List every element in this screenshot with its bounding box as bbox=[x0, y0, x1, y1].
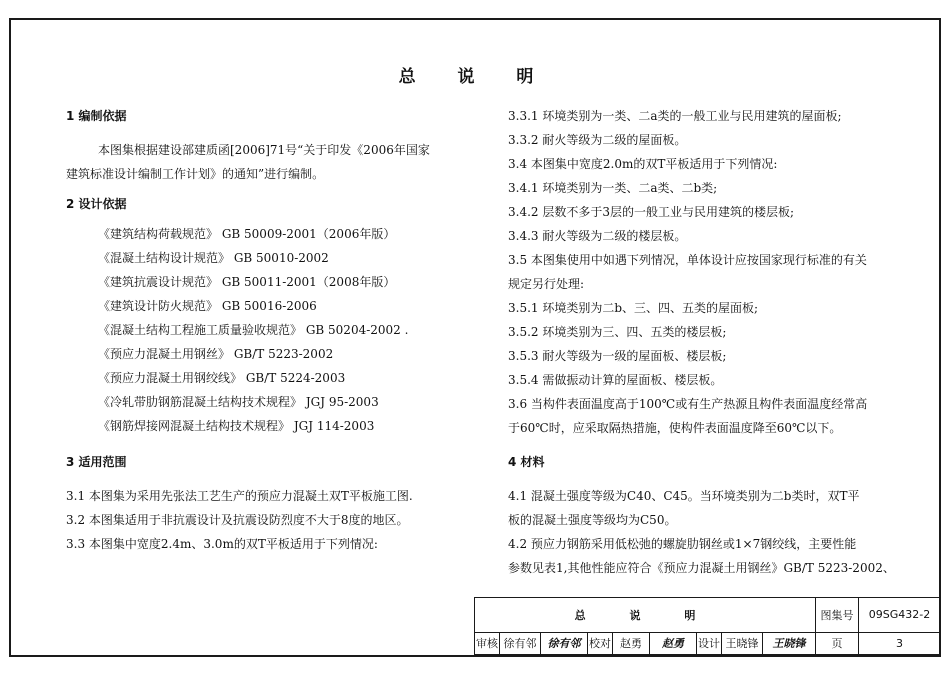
page-title: 总 说 明 bbox=[398, 67, 552, 87]
check-name: 赵勇 bbox=[613, 632, 650, 654]
section-1-text: 建筑标准设计编制工作计划》的通知”进行编制。 bbox=[66, 167, 325, 181]
section-3-item: 3.2 本图集适用于非抗震设计及抗震设防烈度不大于8度的地区。 bbox=[66, 513, 409, 527]
section-1-heading: 1 编制依据 bbox=[66, 109, 127, 123]
review-name: 徐有邻 bbox=[500, 632, 541, 654]
right-column bbox=[508, 104, 895, 580]
clause-line: 3.5.3 耐火等级为一级的屋面板、楼层板; bbox=[508, 349, 727, 363]
reference-item: 《冷轧带肋钢筋混凝土结构技术规程》 JGJ 95-2003 bbox=[98, 395, 379, 409]
clause-line: 3.6 当构件表面温度高于100℃或有生产热源且构件表面温度经常高 bbox=[508, 397, 868, 411]
review-signature: 徐有邻 bbox=[541, 632, 588, 654]
clause-line: 于60℃时，应采取隔热措施，使构件表面温度降至60℃以下。 bbox=[508, 421, 842, 435]
material-line: 板的混凝土强度等级均为C50。 bbox=[508, 513, 677, 527]
section-1-text: 本图集根据建设部建质函[2006]71号“关于印发《2006年国家 bbox=[98, 143, 430, 157]
material-line: 参数见表1,其他性能应符合《预应力混凝土用钢丝》GB/T 5223-2002、 bbox=[508, 561, 895, 575]
page-number: 3 bbox=[859, 632, 941, 654]
reference-item: 《预应力混凝土用钢绞线》 GB/T 5224-2003 bbox=[98, 371, 346, 385]
clause-line: 3.5.1 环境类别为二b、三、四、五类的屋面板; bbox=[508, 301, 759, 315]
title-block bbox=[474, 597, 941, 655]
design-signature: 王晓锋 bbox=[763, 632, 816, 654]
title-block-title: 总 说 明 bbox=[475, 598, 816, 633]
clause-line: 3.5.2 环境类别为三、四、五类的楼层板; bbox=[508, 325, 727, 339]
page-label: 页 bbox=[816, 632, 859, 654]
reference-item: 《混凝土结构设计规范》 GB 50010-2002 bbox=[98, 251, 329, 265]
clause-line: 3.5.4 需做振动计算的屋面板、楼层板。 bbox=[508, 373, 723, 387]
section-3-item: 3.3 本图集中宽度2.4m、3.0m的双T平板适用于下列情况: bbox=[66, 537, 378, 551]
design-label: 设计 bbox=[697, 632, 722, 654]
material-line: 4.2 预应力钢筋采用低松弛的螺旋肋钢丝或1×7钢绞线，主要性能 bbox=[508, 537, 857, 551]
section-3-heading: 3 适用范围 bbox=[66, 455, 127, 469]
clause-line: 3.4.1 环境类别为一类、二a类、二b类; bbox=[508, 181, 718, 195]
clause-line: 3.4.2 层数不多于3层的一般工业与民用建筑的楼层板; bbox=[508, 205, 795, 219]
clause-line: 3.4 本图集中宽度2.0m的双T平板适用于下列情况: bbox=[508, 157, 778, 171]
design-name: 王晓锋 bbox=[722, 632, 763, 654]
reference-item: 《钢筋焊接网混凝土结构技术规程》 JGJ 114-2003 bbox=[98, 419, 375, 433]
check-label: 校对 bbox=[588, 632, 613, 654]
section-4-heading: 4 材料 bbox=[508, 455, 545, 469]
left-column bbox=[66, 104, 466, 556]
section-2-heading: 2 设计依据 bbox=[66, 197, 127, 211]
material-line: 4.1 混凝土强度等级为C40、C45。当环境类别为二b类时，双T平 bbox=[508, 489, 860, 503]
atlas-number-label: 图集号 bbox=[816, 598, 859, 633]
reference-item: 《建筑抗震设计规范》 GB 50011-2001（2008年版） bbox=[98, 275, 396, 289]
section-3-item: 3.1 本图集为采用先张法工艺生产的预应力混凝土双T平板施工图. bbox=[66, 489, 413, 503]
clause-line: 规定另行处理: bbox=[508, 277, 585, 291]
reference-item: 《建筑设计防火规范》 GB 50016-2006 bbox=[98, 299, 317, 313]
reference-item: 《建筑结构荷载规范》 GB 50009-2001（2006年版） bbox=[98, 227, 396, 241]
check-signature: 赵勇 bbox=[650, 632, 697, 654]
reference-item: 《混凝土结构工程施工质量验收规范》 GB 50204-2002 . bbox=[98, 323, 409, 337]
clause-line: 3.5 本图集使用中如遇下列情况，单体设计应按国家现行标准的有关 bbox=[508, 253, 867, 267]
reference-item: 《预应力混凝土用钢丝》 GB/T 5223-2002 bbox=[98, 347, 334, 361]
clause-line: 3.3.2 耐火等级为二级的屋面板。 bbox=[508, 133, 687, 147]
clause-line: 3.4.3 耐火等级为二级的楼层板。 bbox=[508, 229, 687, 243]
review-label: 审核 bbox=[475, 632, 500, 654]
atlas-number: 09SG432-2 bbox=[859, 598, 941, 633]
clause-line: 3.3.1 环境类别为一类、二a类的一般工业与民用建筑的屋面板; bbox=[508, 109, 842, 123]
